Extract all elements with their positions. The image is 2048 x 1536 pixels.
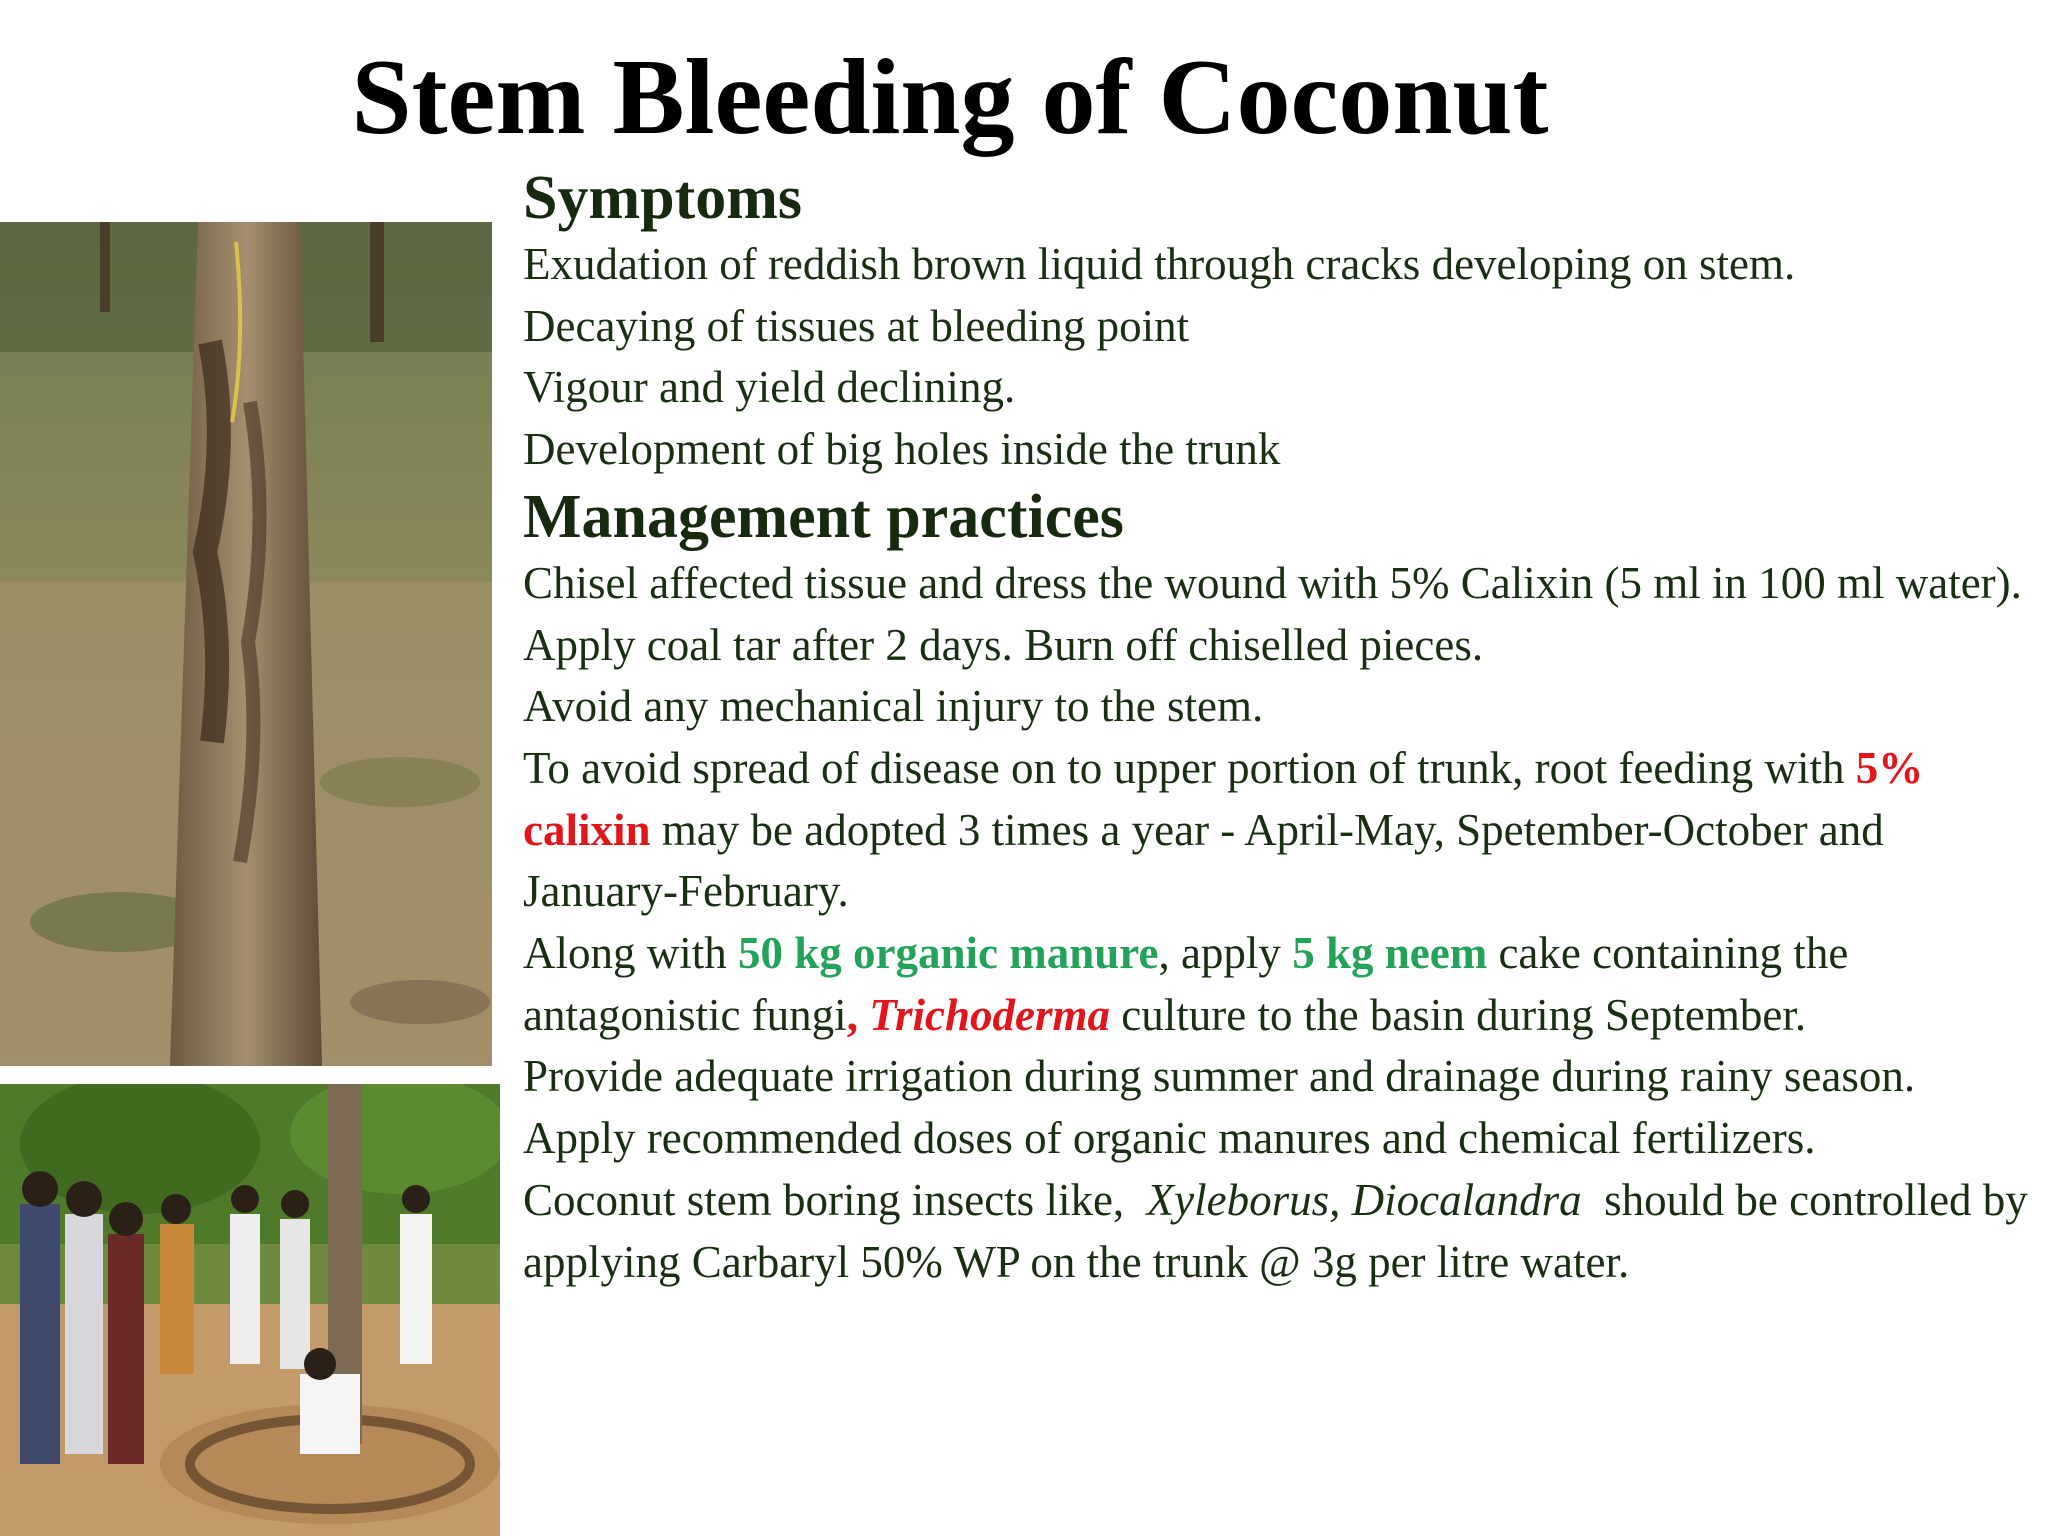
management-fertilizers: Apply recommended doses of organic manures and chemical fertilizers. — [523, 1113, 1816, 1164]
symptom-line: Vigour and yield declining. — [523, 362, 1016, 413]
root-feeding-text: To avoid spread of disease on to upper portion of trunk, root feeding with — [523, 742, 1856, 793]
insects-text: Coconut stem boring insects like, — [523, 1174, 1147, 1225]
field-demonstration-photo — [0, 1084, 500, 1536]
manure-text: , apply — [1158, 928, 1293, 979]
organic-manure-highlight: 50 kg organic manure — [738, 928, 1159, 979]
management-coal-tar: Apply coal tar after 2 days. Burn off chiselled pieces. — [523, 619, 1484, 670]
trichoderma-highlight: Trichoderma — [869, 989, 1111, 1040]
management-irrigation: Provide adequate irrigation during summer and drainage during rainy season. — [523, 1051, 1916, 1102]
manure-text: cake containing the antagonistic fungi — [523, 928, 1849, 1040]
symptom-line: Development of big holes inside the trunk — [523, 424, 1281, 475]
management-heading: Management practices — [523, 482, 1124, 551]
management-chisel: Chisel affected tissue and dress the wound with 5% Calixin (5 ml in 100 ml water). — [523, 557, 2022, 608]
manure-text: Along with — [523, 928, 739, 979]
insects-text: should be controlled by applying Carbaryl 50% WP on the trunk @ 3g per litre water. — [523, 1174, 2040, 1287]
manure-text: culture to the basin during September. — [1110, 989, 1807, 1040]
management-manure — [523, 923, 2038, 1046]
management-insects — [523, 1170, 2038, 1293]
management-root-feeding — [523, 738, 2038, 923]
slide-title: Stem Bleeding of Coconut — [351, 38, 1549, 157]
neem-highlight: 5 kg neem — [1292, 928, 1488, 979]
root-feeding-text: may be adopted 3 times a year - April-May, Spetember-October and January-February. — [523, 804, 1884, 917]
coconut-trunk-photo — [0, 222, 492, 1066]
symptoms-heading: Symptoms — [523, 164, 803, 232]
symptom-line: Decaying of tissues at bleeding point — [523, 300, 1190, 351]
management-avoid-injury: Avoid any mechanical injury to the stem. — [523, 681, 1264, 732]
calixin-highlight: 5% calixin — [523, 742, 1924, 855]
symptom-line: Exudation of reddish brown liquid through cracks developing on stem. — [523, 239, 1796, 289]
manure-comma: , — [846, 989, 870, 1040]
slide-content — [523, 162, 2038, 1293]
insect-names: Xyleborus, Diocalandra — [1146, 1174, 1582, 1225]
